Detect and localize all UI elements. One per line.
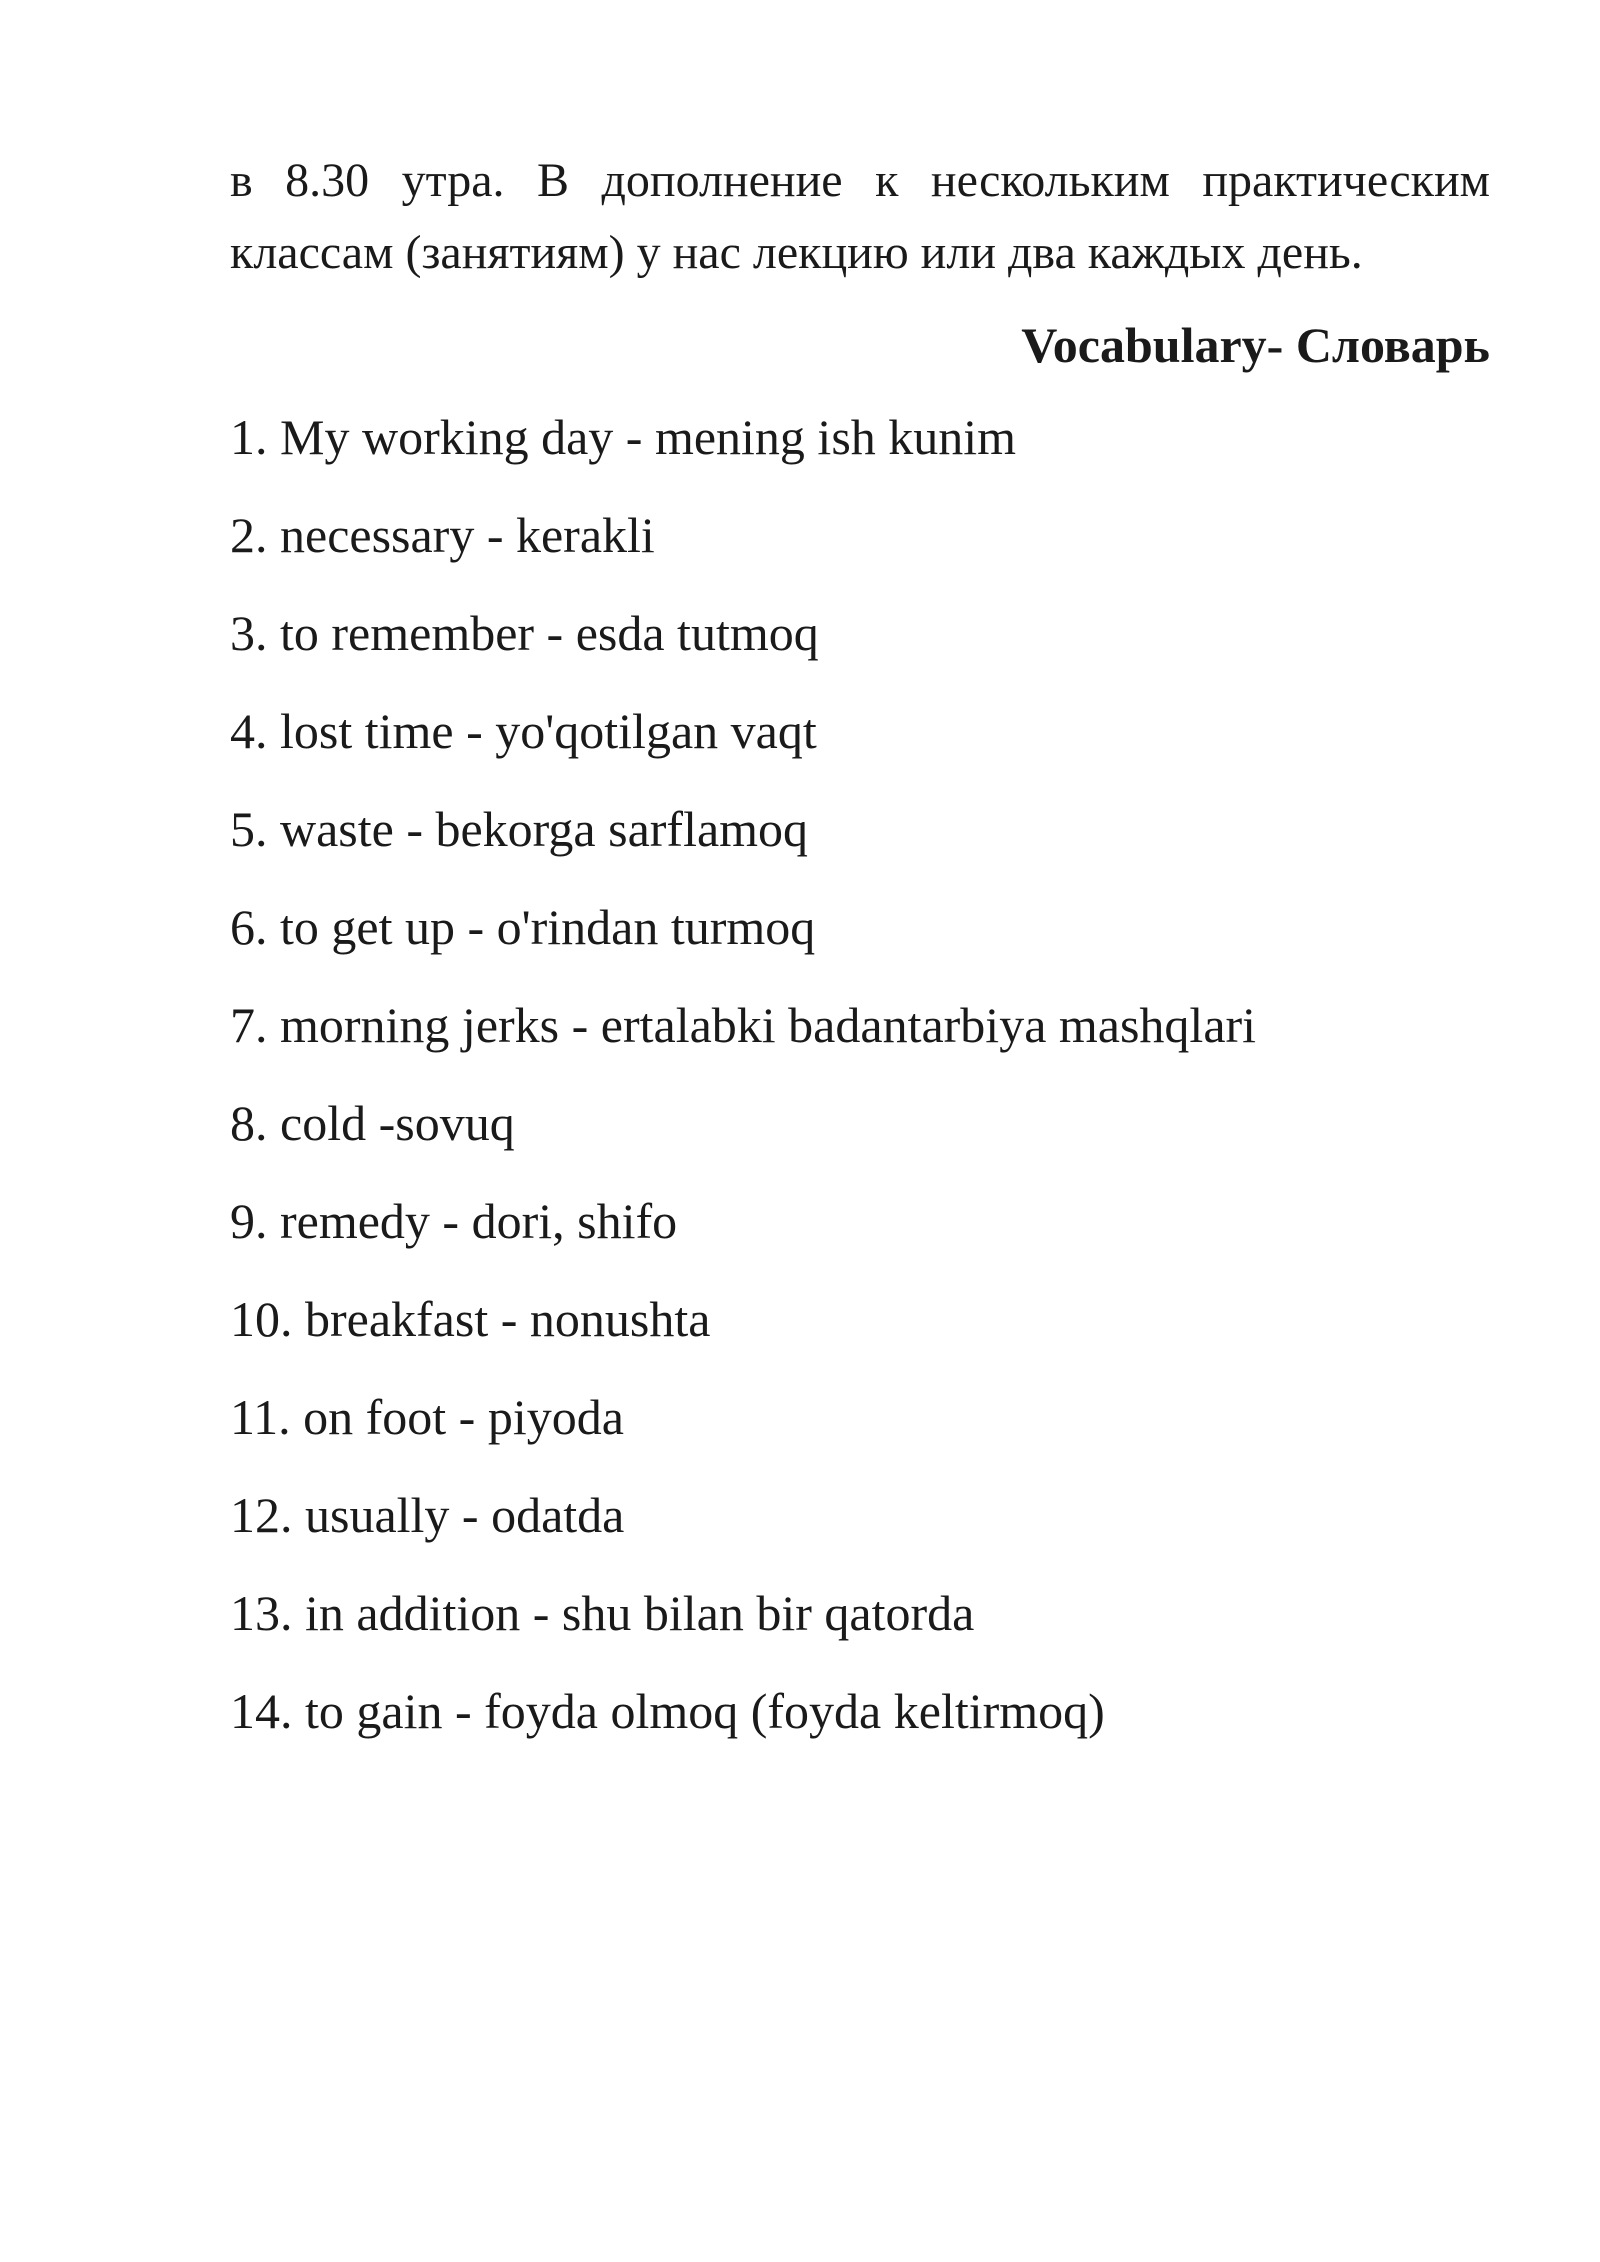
vocabulary-item: 12. usually - odatda: [230, 1487, 625, 1543]
vocabulary-item: 3. to remember - esda tutmoq: [230, 605, 819, 661]
vocabulary-item: 1. My working day - mening ish kunim: [230, 409, 1017, 465]
vocabulary-heading: Vocabulary- Словарь: [1021, 317, 1490, 373]
vocabulary-item: 6. to get up - o'rindan turmoq: [230, 899, 816, 955]
vocabulary-item: 8. cold -sovuq: [230, 1095, 515, 1151]
intro-paragraph: в 8.30 утра. В дополнение к нескольким практическим классам (занятиям) у нас лекцию или два каждых день.: [230, 154, 1490, 279]
vocabulary-item: 11. on foot - piyoda: [230, 1389, 624, 1445]
vocabulary-item: 10. breakfast - nonushta: [230, 1291, 711, 1347]
vocabulary-item: 4. lost time - yo'qotilgan vaqt: [230, 703, 817, 759]
vocabulary-item: 2. necessary - kerakli: [230, 507, 655, 563]
vocabulary-item: 14. to gain - foyda olmoq (foyda keltirmoq): [230, 1683, 1105, 1739]
vocabulary-item: 5. waste - bekorga sarflamoq: [230, 801, 809, 857]
vocabulary-item: 9. remedy - dori, shifo: [230, 1193, 678, 1249]
vocabulary-item: 13. in addition - shu bilan bir qatorda: [230, 1585, 975, 1641]
vocabulary-item: 7. morning jerks - ertalabki badantarbiya mashqlari: [230, 997, 1257, 1053]
document-page: [230, 145, 1490, 1779]
vocabulary-list: [230, 407, 1490, 1779]
